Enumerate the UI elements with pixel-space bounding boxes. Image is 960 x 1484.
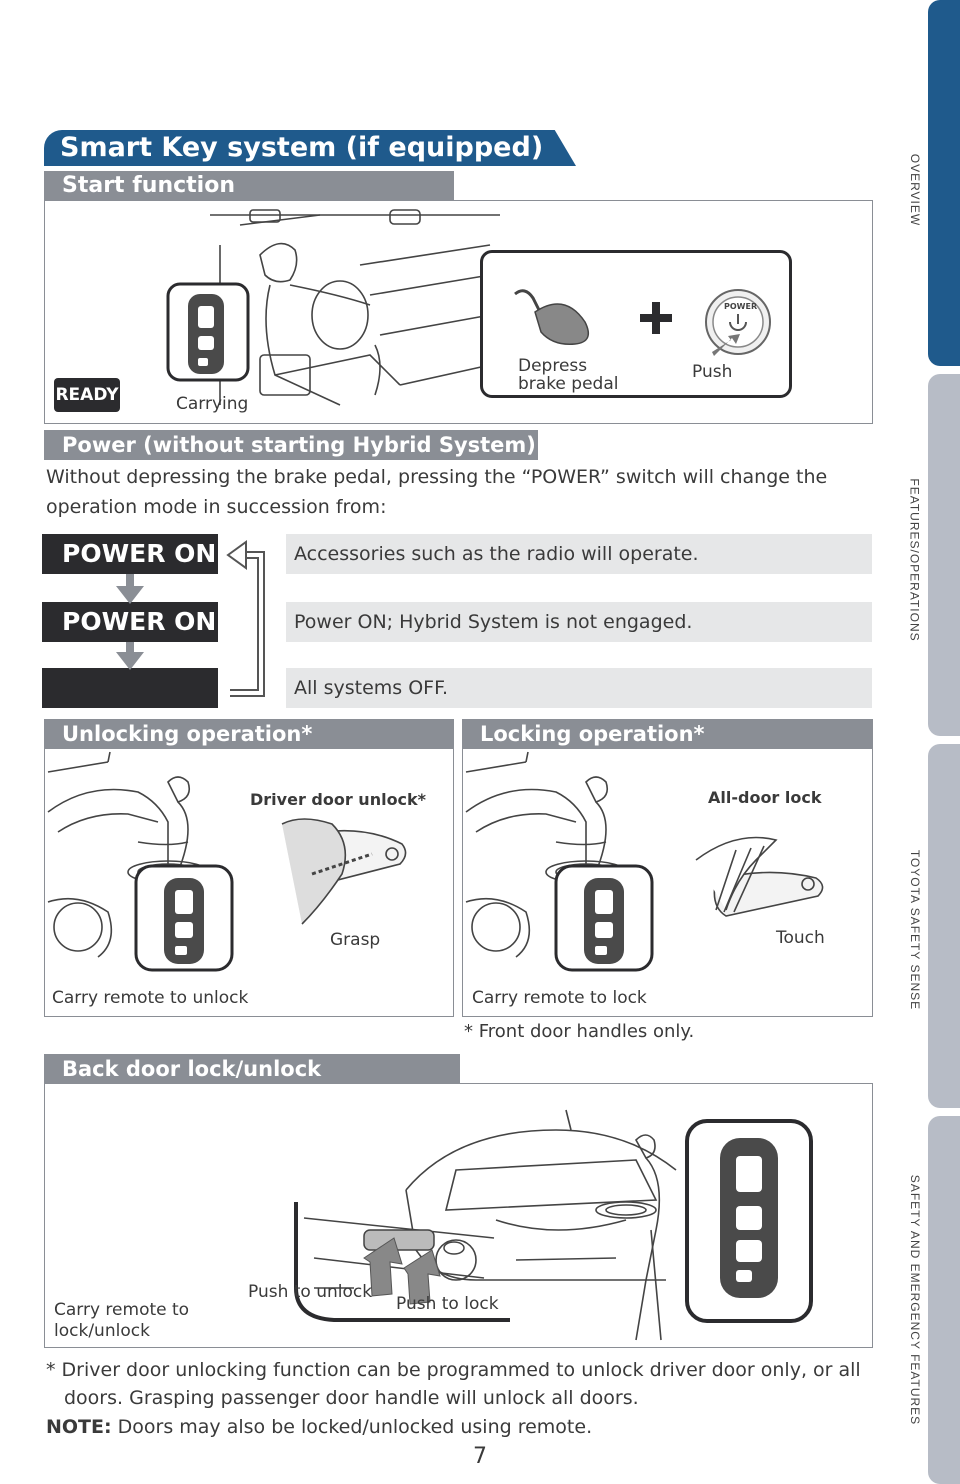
- push-to-unlock-label: Push to unlock: [248, 1282, 373, 1302]
- grasp-label: Grasp: [330, 930, 381, 950]
- unlocking-header: Unlocking operation*: [44, 719, 454, 749]
- carry-back-label-line1: Carry remote to: [54, 1300, 190, 1320]
- back-door-header: Back door lock/unlock: [44, 1054, 460, 1084]
- mode-desc-acc: Accessories such as the radio will operate.: [286, 534, 872, 574]
- carry-back-label-line2: lock/unlock: [54, 1321, 150, 1341]
- touch-label: Touch: [776, 928, 825, 948]
- page-number: 7: [473, 1444, 487, 1469]
- mode-desc-off: All systems OFF.: [286, 668, 872, 708]
- mode-bar-acc: POWER ON: [42, 534, 218, 574]
- loop-arrow-icon: [226, 536, 270, 696]
- ready-badge: [54, 378, 120, 412]
- door-handle-touch-illustration: [696, 820, 836, 930]
- footnote-text: * Driver door unlocking function can be programmed to unlock driver door only, or all doors. Grasping passenger door handle will unlock all doors.: [46, 1359, 861, 1409]
- note-line: [46, 1416, 592, 1438]
- arrow-down-icon: [116, 642, 144, 670]
- side-tab-emergency[interactable]: [928, 1116, 960, 1484]
- arrow-down-icon: [116, 574, 144, 604]
- side-tab-features[interactable]: [928, 374, 960, 736]
- power-button-icon: [700, 286, 776, 362]
- side-tab-label-safety-sense: TOYOTA SAFETY SENSE: [908, 849, 922, 1011]
- note-text: Doors may also be locked/unlocked using remote.: [117, 1416, 593, 1438]
- smart-key-fob-start: [166, 282, 250, 382]
- plus-icon: [640, 302, 672, 334]
- mode-bar-off: [42, 668, 218, 708]
- carrying-label: Carrying: [176, 394, 249, 414]
- side-tab-label-emergency: SAFETY AND EMERGENCY FEATURES: [908, 1174, 923, 1426]
- mode-bar-on: POWER ON: [42, 602, 218, 642]
- side-tab-label-features: FEATURES/OPERATIONS: [908, 478, 922, 642]
- front-door-note: * Front door handles only.: [464, 1021, 695, 1042]
- brake-pedal-icon: [505, 282, 605, 352]
- ready-badge-text: READY: [55, 385, 119, 405]
- side-tab-label-overview: OVERVIEW: [908, 153, 922, 227]
- push-to-lock-label: Push to lock: [396, 1294, 499, 1314]
- power-intro-text: Without depressing the brake pedal, pressing the “POWER” switch will change the operation mode in succession from:: [46, 466, 828, 518]
- all-door-lock-title: All-door lock: [708, 788, 822, 807]
- carry-lock-label: Carry remote to lock: [472, 988, 647, 1008]
- power-section-header: Power (without starting Hybrid System): [44, 430, 538, 460]
- door-handle-grasp-illustration: [282, 814, 412, 924]
- smart-key-fob-unlock: [134, 864, 234, 972]
- note-label: NOTE:: [46, 1416, 112, 1438]
- side-tab-safety-sense[interactable]: [928, 744, 960, 1108]
- side-tab-overview[interactable]: [928, 0, 960, 366]
- smart-key-fob-lock: [554, 864, 654, 972]
- carry-unlock-label: Carry remote to unlock: [52, 988, 249, 1008]
- brake-label-line2: brake pedal: [518, 374, 619, 394]
- power-button-text: POWER: [724, 302, 758, 311]
- locking-header: Locking operation*: [462, 719, 873, 749]
- smart-key-fob-back: [684, 1118, 814, 1324]
- page-title: Smart Key system (if equipped): [60, 132, 544, 163]
- start-function-header: Start function: [44, 171, 454, 201]
- push-label: Push: [692, 362, 733, 382]
- brake-label-line1: Depress: [518, 356, 588, 376]
- driver-door-unlock-title: Driver door unlock*: [250, 790, 427, 809]
- mode-desc-on: Power ON; Hybrid System is not engaged.: [286, 602, 872, 642]
